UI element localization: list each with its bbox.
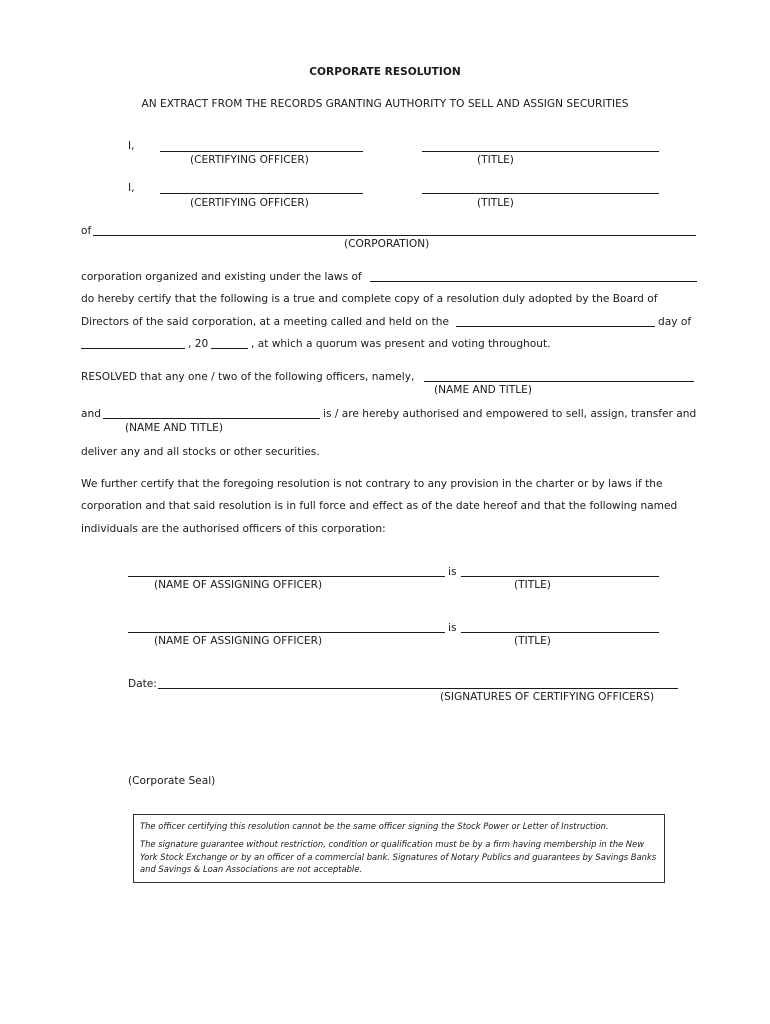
meeting-date-field[interactable] bbox=[456, 326, 655, 327]
resolved-text: RESOLVED that any one / two of the following officers, namely, bbox=[81, 371, 415, 383]
officer-title-field-2[interactable] bbox=[422, 193, 659, 194]
assigning-title-field-1[interactable] bbox=[461, 576, 659, 577]
deliver-text: deliver any and all stocks or other securities. bbox=[81, 446, 320, 458]
officer-prefix-1: I, bbox=[128, 140, 135, 152]
certify-text: do hereby certify that the following is a true and complete copy of a resolution duly adopted by the Board of bbox=[81, 293, 658, 305]
resolved-officer-field-1[interactable] bbox=[424, 381, 694, 382]
corporation-field[interactable] bbox=[93, 235, 696, 236]
title-label-1: (TITLE) bbox=[477, 154, 514, 166]
officer-title-field-1[interactable] bbox=[422, 151, 659, 152]
assigning-title-field-2[interactable] bbox=[461, 632, 659, 633]
authorised-text: is / are hereby authorised and empowered to sell, assign, transfer and bbox=[323, 408, 697, 420]
corporation-label: (CORPORATION) bbox=[344, 238, 430, 250]
meeting-year-field[interactable] bbox=[211, 348, 248, 349]
notice-text-2: The signature guarantee without restriction, condition or qualification must be by a firm having membership in the New York Stock Exchange or by an officer of a commercial bank. Signatures of Notary Publics and guarantees by Savings Banks and Savings & Loan Associations are not acceptable. bbox=[140, 839, 657, 875]
certifying-officer-label-1: (CERTIFYING OFFICER) bbox=[190, 154, 309, 166]
assigning-title-label-2: (TITLE) bbox=[514, 635, 551, 647]
officer-prefix-2: I, bbox=[128, 182, 135, 194]
name-title-label-1: (NAME AND TITLE) bbox=[434, 384, 532, 396]
notice-box bbox=[133, 814, 665, 883]
assigning-title-label-1: (TITLE) bbox=[514, 579, 551, 591]
date-signature-field[interactable] bbox=[158, 688, 678, 689]
document-title: CORPORATE RESOLUTION bbox=[309, 66, 461, 78]
laws-field[interactable] bbox=[370, 281, 697, 282]
assigning-officer-label-1: (NAME OF ASSIGNING OFFICER) bbox=[154, 579, 323, 591]
and-prefix: and bbox=[81, 408, 101, 420]
further-text-2: corporation and that said resolution is in full force and effect as of the date hereof and that the following named bbox=[81, 500, 678, 512]
corporate-seal-label: (Corporate Seal) bbox=[128, 775, 216, 787]
meeting-text: Directors of the said corporation, at a meeting called and held on the bbox=[81, 316, 450, 328]
certifying-officer-field-2[interactable] bbox=[160, 193, 363, 194]
date-label: Date: bbox=[128, 678, 157, 690]
is-word-2: is bbox=[448, 622, 457, 634]
signatures-label: (SIGNATURES OF CERTIFYING OFFICERS) bbox=[440, 691, 655, 703]
year-prefix: , 20 bbox=[188, 338, 209, 350]
further-text-1: We further certify that the foregoing resolution is not contrary to any provision in the charter or by laws if the bbox=[81, 478, 663, 490]
laws-text: corporation organized and existing under the laws of bbox=[81, 271, 362, 283]
is-word-1: is bbox=[448, 566, 457, 578]
certifying-officer-label-2: (CERTIFYING OFFICER) bbox=[190, 197, 309, 209]
document-subtitle: AN EXTRACT FROM THE RECORDS GRANTING AUTHORITY TO SELL AND ASSIGN SECURITIES bbox=[141, 98, 629, 110]
day-of-text: day of bbox=[658, 316, 692, 328]
of-prefix: of bbox=[81, 225, 92, 237]
assigning-officer-label-2: (NAME OF ASSIGNING OFFICER) bbox=[154, 635, 323, 647]
meeting-month-field[interactable] bbox=[81, 348, 185, 349]
title-label-2: (TITLE) bbox=[477, 197, 514, 209]
assigning-officer-field-2[interactable] bbox=[128, 632, 445, 633]
quorum-text: , at which a quorum was present and voting throughout. bbox=[251, 338, 551, 350]
notice-text-1: The officer certifying this resolution cannot be the same officer signing the Stock Power or Letter of Instruction. bbox=[140, 821, 609, 831]
assigning-officer-field-1[interactable] bbox=[128, 576, 445, 577]
name-title-label-2: (NAME AND TITLE) bbox=[125, 422, 223, 434]
further-text-3: individuals are the authorised officers of this corporation: bbox=[81, 523, 386, 535]
certifying-officer-field-1[interactable] bbox=[160, 151, 363, 152]
resolved-officer-field-2[interactable] bbox=[103, 418, 320, 419]
